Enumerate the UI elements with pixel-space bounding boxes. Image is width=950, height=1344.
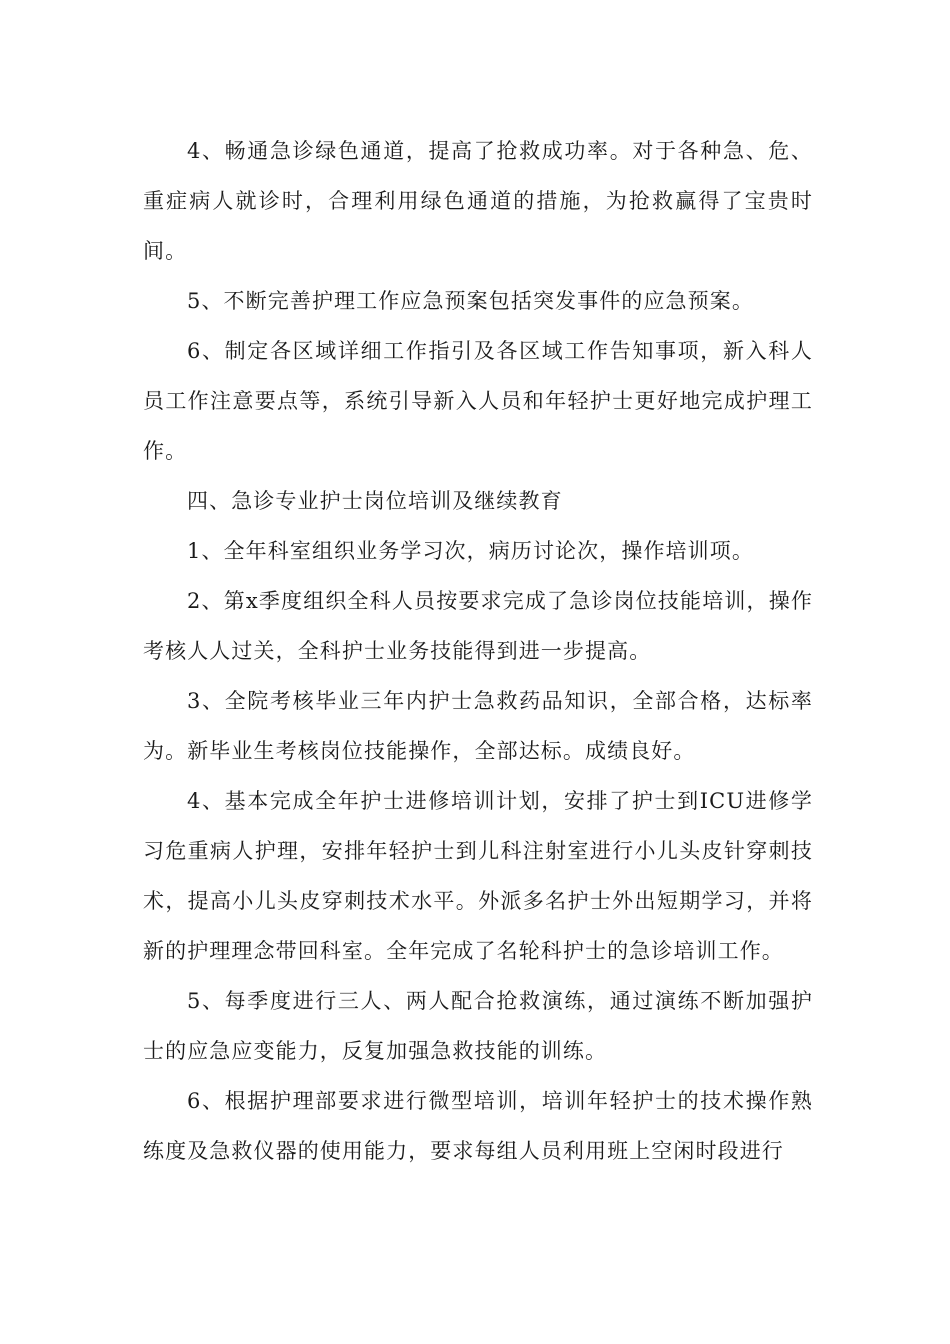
paragraph-annual-study: 1、全年科室组织业务学习次，病历讨论次，操作培训项。 <box>187 539 754 563</box>
paragraph-skill-training: 2、第x季度组织全科人员按要求完成了急诊岗位技能培训，操作考核人人过关，全科护士业务技能得到进一步提高。 <box>143 589 813 663</box>
paragraph-work-guide: 6、制定各区域详细工作指引及各区域工作告知事项，新入科人员工作注意要点等，系统引导新入人员和年轻护士更好地完成护理工作。 <box>143 339 813 463</box>
paragraph-assessment: 3、全院考核毕业三年内护士急救药品知识，全部合格，达标率为。新毕业生考核岗位技能操作，全部达标。成绩良好。 <box>143 689 813 763</box>
document-body <box>143 126 813 1176</box>
paragraph-green-channel: 4、畅通急诊绿色通道，提高了抢救成功率。对于各种急、危、重症病人就诊时，合理利用绿色通道的措施，为抢救赢得了宝贵时间。 <box>143 139 813 263</box>
paragraph-emergency-plan: 5、不断完善护理工作应急预案包括突发事件的应急预案。 <box>187 289 754 313</box>
section-heading-training: 四、急诊专业护士岗位培训及继续教育 <box>187 489 563 513</box>
paragraph-micro-training: 6、根据护理部要求进行微型培训，培训年轻护士的技术操作熟练度及急救仪器的使用能力，要求每组人员利用班上空闲时段进行 <box>143 1089 813 1163</box>
paragraph-advanced-study: 4、基本完成全年护士进修培训计划，安排了护士到ICU进修学习危重病人护理，安排年轻护士到儿科注射室进行小儿头皮针穿刺技术，提高小儿头皮穿刺技术水平。外派多名护士外出短期学习，并将新的护理理念带回科室。全年完成了名轮科护士的急诊培训工作。 <box>143 789 813 963</box>
paragraph-drill: 5、每季度进行三人、两人配合抢救演练，通过演练不断加强护士的应急应变能力，反复加强急救技能的训练。 <box>143 989 813 1063</box>
